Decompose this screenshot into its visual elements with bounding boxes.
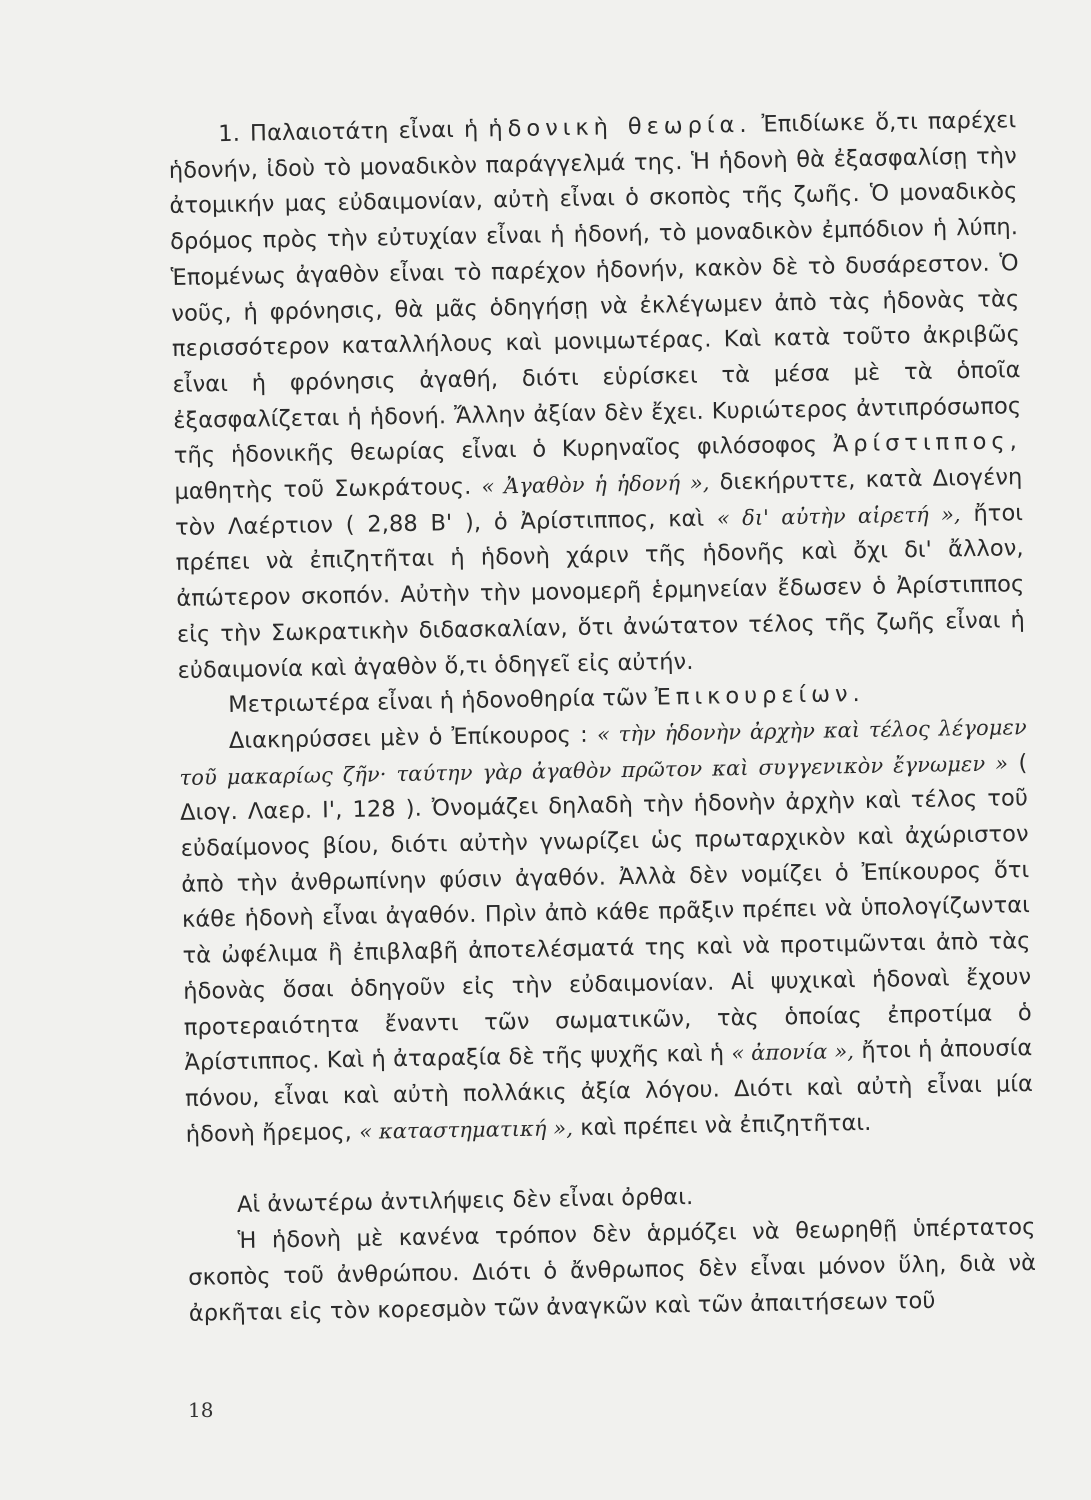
p2-text: Μετριωτέρα εἶναι ἡ ἡδονοθηρία τῶν xyxy=(228,684,656,719)
term-hedonic-theory: ἡδονικὴ θεωρία. xyxy=(488,111,752,143)
paragraph-hedonism xyxy=(168,103,1026,689)
p3-text-2: ( Διογ. Λαερ. Ι', 128 ). Ὀνομάζει δηλαδὴ τὴν ἡδονὴν ἀρχὴν καὶ τέλος τοῦ εὐδαίμονος βίου, διότι αὐτὴν γνωρίζει ὡς πρωταρχικὸν καὶ ἀχώριστον ἀπὸ τὴν ἀνθρωπίνην φύσιν ἀγαθόν. Ἀλλὰ δὲν νομίζει ὁ Ἐπίκουρος ὅτι κάθε ἡδονὴ εἶναι ἀγαθόν. Πρὶν ἀπὸ κάθε πρᾶξιν πρέπει νὰ ὑπολογίζωνται τὰ ὠφέλιμα ἢ ἐπιβλαβῆ ἀποτελέσματά της καὶ νὰ προτιμῶνται ἀπὸ τὰς ἡδονὰς ὅσαι ὁδηγοῦν εἰς τὴν εὐδαιμονίαν. Αἱ ψυχικαὶ ἡδοναὶ ἔχουν προτεραιότητα ἔναντι τῶν σωματικῶν, τὰς ὁποίας ἐπροτίμα ὁ Ἀρίστιππος. Καὶ ἡ ἀταραξία δὲ τῆς ψυχῆς καὶ ἡ xyxy=(179,749,1032,1077)
p1-text-1: Ἐπιδίωκε ὅ,τι παρέχει ἡδονήν, ἰδοὺ τὸ μοναδικὸν παράγγελμά της. Ἡ ἡδονὴ θὰ ἐξασφαλίσῃ τὴν ἀτομικήν μας εὐδαιμονίαν, αὐτὴ εἶναι ὁ σκοπὸς τῆς ζωῆς. Ὁ μοναδικὸς δρόμος πρὸς τὴν εὐτυχίαν εἶναι ἡ ἡδονή, τὸ μοναδικὸν ἐμπόδιον ἡ λύπη. Ἑπομένως ἀγαθὸν εἶναι τὸ παρέχον ἡδονήν, κακὸν δὲ τὸ δυσάρεστον. Ὁ νοῦς, ἡ φρόνησις, θὰ μᾶς ὁδηγήσῃ νὰ ἐκλέγωμεν ἀπὸ τὰς ἡδονὰς τὰς περισσότερον καταλλήλους καὶ μονιμωτέρας. Καὶ κατὰ τοῦτο ἀκριβῶς εἶναι ἡ φρόνησις ἀγαθή, διότι εὑρίσκει τὰ μέσα μὲ τὰ ὁποῖα ἐξασφαλίζεται ἡ ἡδονή. Ἄλλην ἀξίαν δὲν ἔχει. Κυριώτερος ἀντιπρόσωπος τῆς ἡδονικῆς θεωρίας εἶναι ὁ Κυρηναῖος φιλόσοφος xyxy=(168,107,1022,470)
quote-epicurus: « τὴν ἡδονὴν ἀρχὴν καὶ τέλος λέγομεν τοῦ μακαρίως ζῆν· ταύτην γὰρ ἀγαθὸν πρῶτον καὶ συγγενικὸν ἔγνωμεν » xyxy=(179,715,1027,790)
body-text xyxy=(168,103,1037,1332)
quote-airete: « δι' αὐτὴν αἱρετή », xyxy=(716,501,961,531)
p1-text-3: διεκήρυττε, κατὰ Διογένη τὸν Λαέρτιον ( 2,88 Β' ), ὁ Ἀρίστιππος, καὶ xyxy=(174,464,1023,541)
p3-text-1: Διακηρύσσει μὲν ὁ Ἐπίκουρος : xyxy=(228,721,598,754)
quote-agathon: « Ἀγαθὸν ἡ ἡδονή », xyxy=(481,470,710,499)
p1-text-4: ἤτοι πρέπει νὰ ἐπιζητῆται ἡ ἡδονὴ χάριν τῆς ἡδονῆς καὶ ὄχι δι' ἄλλον, ἀπώτερον σκοπόν. Αὐτὴν τὴν μονομερῆ ἑρμηνείαν ἔδωσεν ὁ Ἀρίστιππος εἰς τὴν Σωκρατικὴν διδασκαλίαν, ὅτι ἀνώτατον τέλος τῆς ζωῆς εἶναι ἡ εὐδαιμονία καὶ ἀγαθὸν ὅ,τι ὁδηγεῖ εἰς αὐτήν. xyxy=(175,499,1026,684)
page-number: 18 xyxy=(188,1398,214,1422)
paragraph-critique-intro: Αἱ ἀνωτέρω ἀντιλήψεις δὲν εἶναι ὀρθαι. xyxy=(236,1184,694,1219)
paragraph-critique: Ἡ ἡδονὴ μὲ κανένα τρόπον δὲν ἁρμόζει νὰ θεωρηθῇ ὑπέρτατος σκοπὸς τοῦ ἀνθρώπου. Διότι ὁ ἄνθρωπος δὲν εἶναι μόνον ὕλη, διὰ νὰ ἀρκῆται εἰς τὸν κορεσμὸν τῶν ἀναγκῶν καὶ τῶν ἀπαιτήσεων τοῦ xyxy=(188,1214,1037,1327)
name-epicureans: Ἐπικουρείων. xyxy=(654,681,865,711)
paragraph-epicurus xyxy=(179,710,1034,1153)
p3-text-4: καὶ πρέπει νὰ ἐπιζητῆται. xyxy=(572,1109,872,1141)
p3-text-3: ἤτοι ἡ ἀπουσία πόνου, εἶναι καὶ αὐτὴ πολλάκις ἀξία λόγου. Διότι καὶ αὐτὴ εἶναι μία ἡδονὴ ἤρεμος, xyxy=(184,1035,1034,1148)
name-aristippus: Ἀρίστιππος, xyxy=(832,428,1023,458)
p1-text-2: μαθητὴς τοῦ Σωκράτους. xyxy=(174,473,482,505)
quote-katastematike: « καταστηματική », xyxy=(358,1115,574,1144)
p1-intro: 1. Παλαιοτάτη εἶναι ἡ xyxy=(218,116,489,148)
quote-aponia: « ἀπονία », xyxy=(731,1039,855,1066)
